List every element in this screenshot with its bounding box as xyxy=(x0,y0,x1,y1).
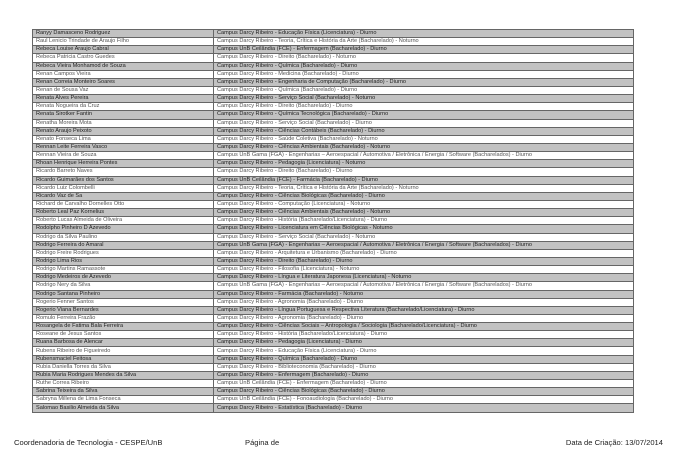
footer-creation-date: Data de Criação: 13/07/2014 xyxy=(565,438,663,447)
table-row xyxy=(33,257,634,265)
candidate-name-cell: Renato Fonseca Lima xyxy=(33,135,214,143)
candidate-name-cell: Rubens Ribeiro de Figueiredo xyxy=(33,347,214,355)
table-row xyxy=(33,396,634,404)
candidate-name-cell: Romulo Ferreira Frazão xyxy=(33,314,214,322)
table-row xyxy=(33,119,634,127)
candidate-name-cell: Rubia Maria Rodrigues Mendes da Silva xyxy=(33,371,214,379)
candidate-name-cell: Rogerio Viana Bernardes xyxy=(33,306,214,314)
candidate-name-cell: Roberto Leal Paz Kornelius xyxy=(33,209,214,217)
candidate-name-cell: Roberto Lucas Almeida de Oliveira xyxy=(33,217,214,225)
candidate-name-cell: Rodrigo Nery da Silva xyxy=(33,282,214,290)
course-cell: Campus UnB Gama (FGA) - Engenharias – Aeroespacial / Automotiva / Eletrônica / Energia / Software (Bacharelados) - Diurno xyxy=(214,282,634,290)
course-cell: Campus Darcy Ribeiro - Agronomia (Bacharelado) - Diurno xyxy=(214,314,634,322)
candidate-name-cell: Salomao Basilio Almeida da Silva xyxy=(33,404,214,412)
course-cell: Campus Darcy Ribeiro - Ciências Ambientais (Bacharelado) - Noturno xyxy=(214,209,634,217)
course-cell: Campus Darcy Ribeiro - Serviço Social (Bacharelado) - Noturno xyxy=(214,233,634,241)
table-row xyxy=(33,306,634,314)
candidate-name-cell: Raul Lenicio Trindade de Araujo Filho xyxy=(33,38,214,46)
table-row xyxy=(33,127,634,135)
table-row xyxy=(33,152,634,160)
table-row xyxy=(33,298,634,306)
candidate-name-cell: Ricardo Guimarães dos Santos xyxy=(33,176,214,184)
candidate-name-cell: Rodrigo Martins Ramassote xyxy=(33,266,214,274)
candidate-name-cell: Rebeca Patricia Castro Guedes xyxy=(33,54,214,62)
candidate-name-cell: Sabrina Teixeira da Silva xyxy=(33,388,214,396)
candidate-name-cell: Renatha Moreira Mota xyxy=(33,119,214,127)
candidate-name-cell: Rodrigo Medeiros de Azevedo xyxy=(33,274,214,282)
candidate-name-cell: Rennan Vieira de Souza xyxy=(33,152,214,160)
table-row xyxy=(33,54,634,62)
footer-page-number: Página de xyxy=(245,438,280,447)
table-row xyxy=(33,314,634,322)
course-cell: Campus Darcy Ribeiro - Biblioteconomia (Bacharelado) - Diurno xyxy=(214,363,634,371)
course-cell: Campus Darcy Ribeiro - Pedagogia (Licenciatura) - Diurno xyxy=(214,339,634,347)
candidate-name-cell: Renan Correia Monteiro Soares xyxy=(33,78,214,86)
candidate-name-cell: Renata Nogueira da Cruz xyxy=(33,103,214,111)
candidate-name-cell: Rodrigo Santana Pinheiro xyxy=(33,290,214,298)
course-cell: Campus Darcy Ribeiro - Arquitetura e Urbanismo (Bacharelado) - Diurno xyxy=(214,249,634,257)
table-row xyxy=(33,249,634,257)
candidate-name-cell: Ricardo Vaz de Sa xyxy=(33,192,214,200)
candidate-name-cell: Richard de Carvalho Dornelles Otto xyxy=(33,200,214,208)
table-row xyxy=(33,103,634,111)
table-row xyxy=(33,339,634,347)
course-cell: Campus UnB Ceilândia (FCE) - Enfermagem (Bacharelado) - Diurno xyxy=(214,380,634,388)
course-cell: Campus UnB Gama (FGA) - Engenharias – Aeroespacial / Automotiva / Eletrônica / Energia / Software (Bacharelados) - Diurno xyxy=(214,241,634,249)
candidate-name-cell: Roseane de Jesus Santos xyxy=(33,331,214,339)
table-row xyxy=(33,176,634,184)
candidate-name-cell: Rubia Daniella Torres da Silva xyxy=(33,363,214,371)
course-cell: Campus Darcy Ribeiro - Direito (Bacharelado) - Diurno xyxy=(214,257,634,265)
course-cell: Campus Darcy Ribeiro - Ciências Sociais – Antropologia / Sociologia (Bacharelado/Licenciatura) - Diurno xyxy=(214,323,634,331)
course-cell: Campus Darcy Ribeiro - Serviço Social (Bacharelado) - Diurno xyxy=(214,119,634,127)
table-row xyxy=(33,331,634,339)
course-cell: Campus Darcy Ribeiro - História (Bacharelado/Licenciatura) - Diurno xyxy=(214,217,634,225)
candidate-name-cell: Rodrigo Ferreira do Amaral xyxy=(33,241,214,249)
course-cell: Campus Darcy Ribeiro - Educação Física (Licenciatura) - Diurno xyxy=(214,347,634,355)
course-cell: Campus Darcy Ribeiro - Licenciatura em Ciências Biológicas - Noturno xyxy=(214,225,634,233)
course-cell: Campus Darcy Ribeiro - Química (Bacharelado) - Diurno xyxy=(214,62,634,70)
table-row xyxy=(33,347,634,355)
course-cell: Campus Darcy Ribeiro - Agronomia (Bacharelado) - Diurno xyxy=(214,298,634,306)
table-row xyxy=(33,200,634,208)
course-cell: Campus Darcy Ribeiro - Pedagogia (Licenciatura) - Noturno xyxy=(214,160,634,168)
candidate-name-cell: Renan Campos Vieira xyxy=(33,70,214,78)
course-cell: Campus Darcy Ribeiro - Teoria, Crítica e História da Arte (Bacharelado) - Noturno xyxy=(214,184,634,192)
footer-organization: Coordenadoria de Tecnologia - CESPE/UnB xyxy=(14,438,163,447)
table-row xyxy=(33,38,634,46)
candidate-name-cell: Renato Araujo Peixoto xyxy=(33,127,214,135)
table-row xyxy=(33,355,634,363)
table-row xyxy=(33,86,634,94)
results-table xyxy=(32,29,634,413)
table-row xyxy=(33,282,634,290)
table-row xyxy=(33,46,634,54)
table-row xyxy=(33,274,634,282)
candidate-name-cell: Rosangela de Fatima Bala Ferreira xyxy=(33,323,214,331)
course-cell: Campus Darcy Ribeiro - Química (Bacharelado) - Diurno xyxy=(214,86,634,94)
candidate-name-cell: Ricardo Barreto Naves xyxy=(33,168,214,176)
table-row xyxy=(33,184,634,192)
table-row xyxy=(33,160,634,168)
results-table-body xyxy=(33,30,634,413)
course-cell: Campus Darcy Ribeiro - Engenharia de Computação (Bacharelado) - Diurno xyxy=(214,78,634,86)
table-row xyxy=(33,168,634,176)
table-row xyxy=(33,70,634,78)
course-cell: Campus Darcy Ribeiro - Ciências Ambientais (Bacharelado) - Noturno xyxy=(214,143,634,151)
table-row xyxy=(33,95,634,103)
candidate-name-cell: Rubensmaciel Feitosa xyxy=(33,355,214,363)
course-cell: Campus UnB Ceilândia (FCE) - Enfermagem (Bacharelado) - Diurno xyxy=(214,46,634,54)
candidate-name-cell: Renata Alves Pereira xyxy=(33,95,214,103)
course-cell: Campus Darcy Ribeiro - Língua Portuguesa e Respectiva Literatura (Bacharelado/Licenciatura) - Diurno xyxy=(214,306,634,314)
table-row xyxy=(33,192,634,200)
course-cell: Campus Darcy Ribeiro - História (Bacharelado/Licenciatura) - Diurno xyxy=(214,331,634,339)
table-row xyxy=(33,388,634,396)
course-cell: Campus Darcy Ribeiro - Ciências Biológicas (Bacharelado) - Diurno xyxy=(214,192,634,200)
table-row xyxy=(33,323,634,331)
table-row xyxy=(33,62,634,70)
table-row xyxy=(33,371,634,379)
table-row xyxy=(33,225,634,233)
candidate-name-cell: Renan de Sousa Vaz xyxy=(33,86,214,94)
table-row xyxy=(33,135,634,143)
course-cell: Campus Darcy Ribeiro - Química Tecnológica (Bacharelado) - Diurno xyxy=(214,111,634,119)
table-row xyxy=(33,217,634,225)
table-row xyxy=(33,78,634,86)
candidate-name-cell: Ricardo Luiz Colombelli xyxy=(33,184,214,192)
candidate-name-cell: Rodrigo Lima Rios xyxy=(33,257,214,265)
course-cell: Campus Darcy Ribeiro - Direito (Bacharelado) - Noturno xyxy=(214,54,634,62)
course-cell: Campus Darcy Ribeiro - Filosofia (Licenciatura) - Noturno xyxy=(214,266,634,274)
table-row xyxy=(33,363,634,371)
course-cell: Campus Darcy Ribeiro - Química (Bacharelado) - Diurno xyxy=(214,355,634,363)
table-row xyxy=(33,290,634,298)
table-row xyxy=(33,111,634,119)
candidate-name-cell: Rodolpho Pinheiro D Azevedo xyxy=(33,225,214,233)
course-cell: Campus Darcy Ribeiro - Estatística (Bacharelado) - Diurno xyxy=(214,404,634,412)
table-row xyxy=(33,233,634,241)
table-row xyxy=(33,380,634,388)
course-cell: Campus UnB Ceilândia (FCE) - Fonoaudiologia (Bacharelado) - Diurno xyxy=(214,396,634,404)
course-cell: Campus Darcy Ribeiro - Teoria, Crítica e História da Arte (Bacharelado) - Noturno xyxy=(214,38,634,46)
course-cell: Campus Darcy Ribeiro - Farmácia (Bacharelado) - Noturno xyxy=(214,290,634,298)
course-cell: Campus Darcy Ribeiro - Saúde Coletiva (Bacharelado) - Noturno xyxy=(214,135,634,143)
candidate-name-cell: Rhoan Henrique Herreira Pontes xyxy=(33,160,214,168)
course-cell: Campus Darcy Ribeiro - Enfermagem (Bacharelado) - Diurno xyxy=(214,371,634,379)
course-cell: Campus Darcy Ribeiro - Medicina (Bacharelado) - Diurno xyxy=(214,70,634,78)
table-row xyxy=(33,404,634,412)
course-cell: Campus Darcy Ribeiro - Educação Física (Licenciatura) - Diurno xyxy=(214,30,634,38)
course-cell: Campus Darcy Ribeiro - Direito (Bacharelado) - Diurno xyxy=(214,168,634,176)
table-row xyxy=(33,266,634,274)
candidate-name-cell: Rennan Leite Ferreira Vasco xyxy=(33,143,214,151)
candidate-name-cell: Sabryna Millena de Lima Fonseca xyxy=(33,396,214,404)
candidate-name-cell: Rodrigo da Silva Paulino xyxy=(33,233,214,241)
course-cell: Campus Darcy Ribeiro - Língua e Literatura Japonesa (Licenciatura) - Noturno xyxy=(214,274,634,282)
candidate-name-cell: Rodrigo Freire Rodrigues xyxy=(33,249,214,257)
course-cell: Campus Darcy Ribeiro - Serviço Social (Bacharelado) - Noturno xyxy=(214,95,634,103)
candidate-name-cell: Ruthe Correa Ribeiro xyxy=(33,380,214,388)
table-row xyxy=(33,241,634,249)
candidate-name-cell: Renata Sirotker Fantin xyxy=(33,111,214,119)
course-cell: Campus Darcy Ribeiro - Computação (Licenciatura) - Noturno xyxy=(214,200,634,208)
candidate-name-cell: Rogerio Fenner Santos xyxy=(33,298,214,306)
course-cell: Campus Darcy Ribeiro - Ciências Contábeis (Bacharelado) - Diurno xyxy=(214,127,634,135)
candidate-name-cell: Rebeca Vieira Monhamod de Souza xyxy=(33,62,214,70)
candidate-name-cell: Rebeca Louise Araujo Cabral xyxy=(33,46,214,54)
table-row xyxy=(33,30,634,38)
course-cell: Campus Darcy Ribeiro - Direito (Bacharelado) - Diurno xyxy=(214,103,634,111)
course-cell: Campus UnB Ceilândia (FCE) - Farmácia (Bacharelado) - Diurno xyxy=(214,176,634,184)
course-cell: Campus UnB Gama (FGA) - Engenharias – Aeroespacial / Automotiva / Eletrônica / Energia / Software (Bacharelados) - Diurno xyxy=(214,152,634,160)
course-cell: Campus Darcy Ribeiro - Ciências Biológicas (Bacharelado) - Diurno xyxy=(214,388,634,396)
candidate-name-cell: Ruana Barbosa de Alencar xyxy=(33,339,214,347)
table-row xyxy=(33,209,634,217)
table-row xyxy=(33,143,634,151)
candidate-name-cell: Ranyy Damasceno Rodriguez xyxy=(33,30,214,38)
